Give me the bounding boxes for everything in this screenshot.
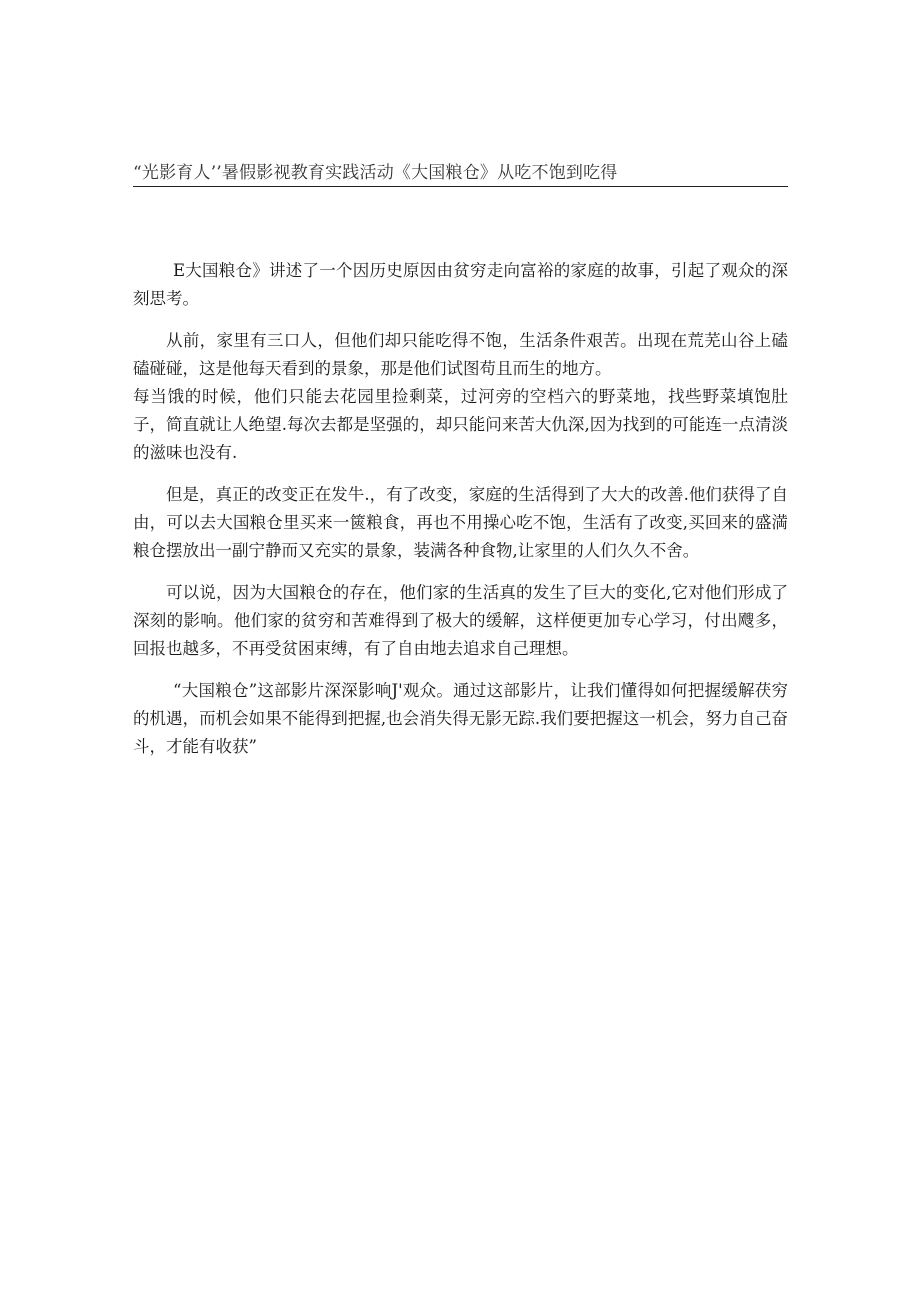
paragraph-conclusion: “大国粮仓”这部影片深深影响J'观众。通过这部影片，让我们懂得如何把握缓解茯穷的机遇，而机会如果不能得到把握,也会消失得无影无踪.我们要把握这一机会，努力自己奋斗，才能有收获” bbox=[133, 681, 788, 756]
paragraph-intro: E大国粮仓》讲述了一个因历史原因由贫穷走向富裕的家庭的故事，引起了观众的深刻思考。 bbox=[133, 261, 788, 308]
paragraph-impact: 可以说，因为大国粮仓的存在，他们家的生活真的发生了巨大的变化,它对他们形成了深刻的影响。他们家的贫穷和苦难得到了极大的缓解，这样便更加专心学习，付出飕多，回报也越多，不再受贫困束缚，有了自由地去追求自己理想。 bbox=[133, 583, 788, 658]
page-header bbox=[133, 162, 788, 187]
paragraph-change: 但是，真正的改变正在发牛.，有了改变，家庭的生活得到了大大的改善.他们获得了自由，可以去大国粮仓里买来一篋粮食，再也不用操心吃不饱，生活有了改变,买回来的盛満粮仓摆放出一副宁静而又充实的景象，装满各种食物,让家里的人们久久不舍。 bbox=[133, 485, 788, 560]
paragraph-hunger: 每当饿的时候，他们只能去花园里捡剩菜，过河旁的空档六的野菜地，找些野菜填饱肚子，简直就让人绝望.每次去都是坚强的，却只能问来苦大仇深,因为找到的可能连一点清淡的滋味也没有. bbox=[133, 387, 788, 462]
header-title: “光影育人’’暑假影视教育实践活动《大国粮仓》从吃不饱到吃得 bbox=[133, 163, 618, 183]
document-body bbox=[133, 257, 788, 761]
paragraph-past: 从前，家里有三口人，但他们却只能吃得不饱，生活条件艰苦。出现在荒芜山谷上磕磕碰碰，这是他每天看到的景象，那是他们试图苟且而生的地方。 bbox=[133, 331, 788, 378]
